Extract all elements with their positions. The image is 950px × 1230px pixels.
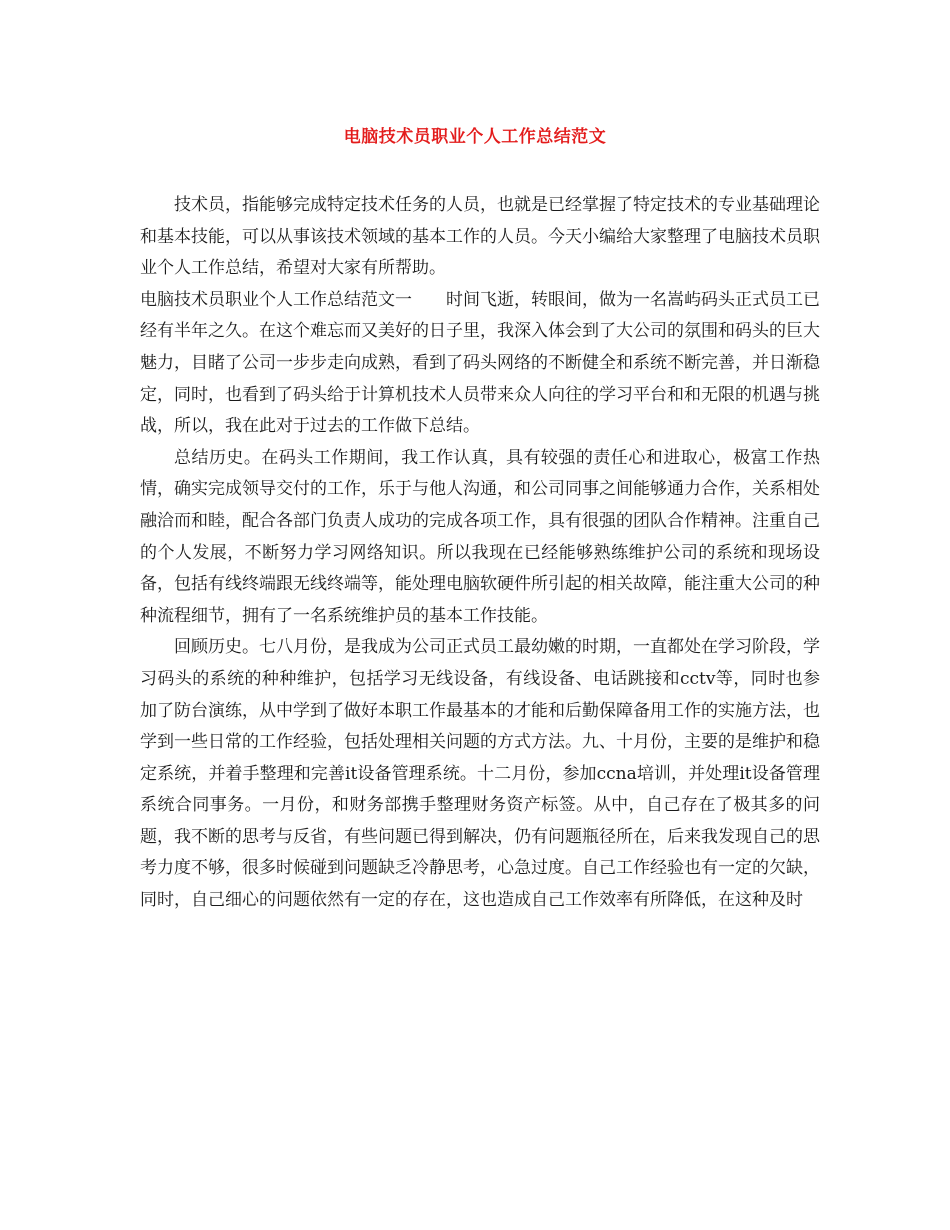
paragraph-review-history: 回顾历史。七八月份，是我成为公司正式员工最幼嫩的时期，一直都处在学习阶段，学习码头的系统的种种维护，包括学习无线设备，有线设备、电话跳接和cctv等，同时也参加了防台演练，从中学到了做好本职工作最基本的才能和后勤保障备用工作的实施方法，也学到一些日常的工作经验，包括处理相关问题的方式方法。九、十月份，主要的是维护和稳定系统，并着手整理和完善it设备管理系统。十二月份，参加ccna培训，并处理it设备管理系统合同事务。一月份，和财务部携手整理财务资产标签。从中，自己存在了极其多的问题，我不断的思考与反省，有些问题已得到解决，仍有问题瓶径所在，后来我发现自己的思考力度不够，很多时候碰到问题缺乏冷静思考，心急过度。自己工作经验也有一定的欠缺，同时，自己细心的问题依然有一定的存在，这也造成自己工作效率有所降低，在这种及时 [140, 637, 820, 911]
paragraph-intro: 技术员，指能够完成特定技术任务的人员，也就是已经掌握了特定技术的专业基础理论和基本技能，可以从事该技术领域的基本工作的人员。今天小编给大家整理了电脑技术员职业个人工作总结，希望对大家有所帮助。 [140, 195, 820, 279]
page-title: 电脑技术员职业个人工作总结范文 [343, 127, 607, 147]
paragraph-summary-history: 总结历史。在码头工作期间，我工作认真，具有较强的责任心和进取心，极富工作热情，确实完成领导交付的工作，乐于与他人沟通，和公司同事之间能够通力合作，关系相处融洽而和睦，配合各部门负责人成功的完成各项工作，具有很强的团队合作精神。注重自己的个人发展，不断努力学习网络知识。所以我现在已经能够熟练维护公司的系统和现场设备，包括有线终端跟无线终端等，能处理电脑软硬件所引起的相关故障，能注重大公司的种种流程细节，拥有了一名系统维护员的基本工作技能。 [140, 447, 820, 626]
document-body [140, 190, 820, 917]
paragraph-sample-one: 电脑技术员职业个人工作总结范文一 时间飞逝，转眼间，做为一名嵩屿码头正式员工已经有半年之久。在这个难忘而又美好的日子里，我深入体会到了大公司的氛围和码头的巨大魅力，目睹了公司一步步走向成熟，看到了码头网络的不断健全和系统不断完善，并日渐稳定，同时，也看到了码头给于计算机技术人员带来众人向往的学习平台和和无限的机遇与挑战，所以，我在此对于过去的工作做下总结。 [140, 289, 820, 437]
